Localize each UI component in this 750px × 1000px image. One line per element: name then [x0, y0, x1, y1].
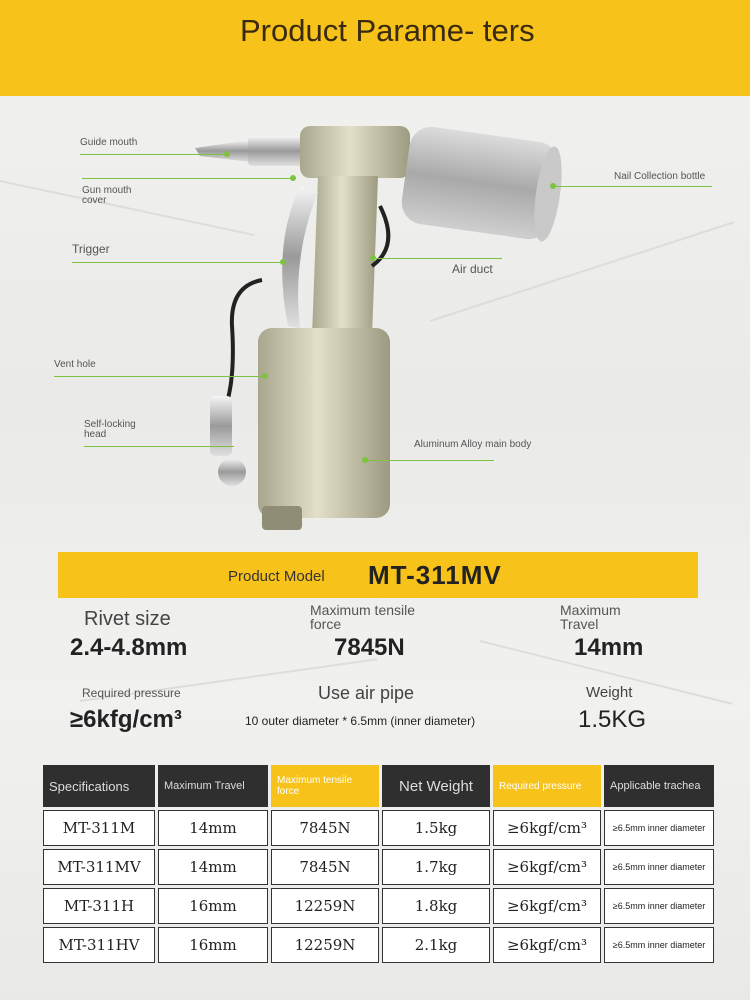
- col-header-trachea: Applicable trachea: [604, 765, 714, 807]
- spec-pressure-label: Required pressure: [82, 686, 181, 700]
- cell-pressure: ≥6kgf/cm³: [493, 927, 601, 963]
- cell-travel: 14mm: [158, 810, 268, 846]
- cell-tensile-force: 12259N: [271, 927, 379, 963]
- callout-line: [372, 258, 502, 259]
- col-header-tensile-force: Maximum tensile force: [271, 765, 379, 807]
- callout-line: [72, 262, 282, 263]
- callout-gun-mouth-cover: Gun mouth cover: [82, 185, 132, 206]
- cell-net-weight: 1.5kg: [382, 810, 490, 846]
- callout-dot: [224, 151, 230, 157]
- callout-air-duct: Air duct: [452, 262, 493, 276]
- callout-dot: [550, 183, 556, 189]
- header-banner: [0, 0, 750, 96]
- col-header-pressure: Required pressure: [493, 765, 601, 807]
- callout-line: [364, 460, 494, 461]
- cell-trachea: ≥6.5mm inner diameter: [604, 927, 714, 963]
- spec-rivet-size: [84, 610, 171, 628]
- product-illustration: [0, 96, 750, 556]
- cell-tensile-force: 7845N: [271, 849, 379, 885]
- spec-label: Rivet size: [84, 608, 171, 630]
- cell-net-weight: 1.7kg: [382, 849, 490, 885]
- col-header-specifications: Specifications: [43, 765, 155, 807]
- callout-nail-collection-bottle: Nail Collection bottle: [614, 171, 706, 182]
- callout-line: [80, 154, 230, 155]
- cell-travel: 16mm: [158, 927, 268, 963]
- spec-rivet-size-value: 2.4-4.8mm: [70, 634, 188, 661]
- callout-dot: [362, 457, 368, 463]
- spec-weight-value: 1.5KG: [578, 706, 647, 733]
- cell-net-weight: 1.8kg: [382, 888, 490, 924]
- table-header-row: [43, 765, 714, 807]
- cell-model: MT-311HV: [43, 927, 155, 963]
- callout-dot: [262, 373, 268, 379]
- callout-dot: [370, 255, 376, 261]
- col-header-net-weight: Net Weight: [382, 765, 490, 807]
- table-row: [43, 849, 714, 885]
- product-model-value: MT-311MV: [368, 560, 502, 590]
- cell-tensile-force: 12259N: [271, 888, 379, 924]
- callout-vent-hole: Vent hole: [54, 359, 96, 370]
- spec-tensile-force-label: Maximum tensile force: [310, 602, 416, 632]
- cell-travel: 14mm: [158, 849, 268, 885]
- callout-dot: [290, 175, 296, 181]
- cell-model: MT-311M: [43, 810, 155, 846]
- page-title: Product Parame- ters: [240, 13, 535, 48]
- spec-tensile-force-value: 7845N: [334, 634, 405, 661]
- spec-travel-label: Maximum Travel: [560, 602, 621, 632]
- cell-trachea: ≥6.5mm inner diameter: [604, 849, 714, 885]
- table-row: [43, 888, 714, 924]
- cell-tensile-force: 7845N: [271, 810, 379, 846]
- callout-line: [54, 376, 264, 377]
- callout-trigger: Trigger: [72, 242, 110, 256]
- cell-trachea: ≥6.5mm inner diameter: [604, 810, 714, 846]
- product-model-label: Product Model: [228, 568, 325, 585]
- specifications-table: [40, 762, 717, 966]
- callout-line: [552, 186, 712, 187]
- callout-line: [82, 178, 292, 179]
- spec-weight-label: Weight: [586, 684, 633, 701]
- table-row: [43, 810, 714, 846]
- spec-air-pipe-label: Use air pipe: [318, 683, 415, 703]
- cell-pressure: ≥6kgf/cm³: [493, 849, 601, 885]
- cell-model: MT-311H: [43, 888, 155, 924]
- cell-trachea: ≥6.5mm inner diameter: [604, 888, 714, 924]
- spec-travel-value: 14mm: [574, 634, 644, 661]
- spec-pressure-value: ≥6kfg/cm³: [70, 706, 182, 733]
- col-header-travel: Maximum Travel: [158, 765, 268, 807]
- callout-dot: [280, 259, 286, 265]
- callout-guide-mouth: Guide mouth: [80, 137, 138, 148]
- cell-model: MT-311MV: [43, 849, 155, 885]
- cell-pressure: ≥6kgf/cm³: [493, 810, 601, 846]
- product-model-bar: [58, 552, 698, 598]
- rivet-gun-image: [0, 96, 750, 556]
- callout-main-body: Aluminum Alloy main body: [414, 439, 532, 450]
- cell-net-weight: 2.1kg: [382, 927, 490, 963]
- callout-line: [84, 446, 234, 447]
- cell-pressure: ≥6kgf/cm³: [493, 888, 601, 924]
- table-row: [43, 927, 714, 963]
- cell-travel: 16mm: [158, 888, 268, 924]
- callout-self-locking-head: Self-locking head: [84, 419, 136, 440]
- spec-air-pipe-value: 10 outer diameter * 6.5mm (inner diameter): [245, 714, 476, 728]
